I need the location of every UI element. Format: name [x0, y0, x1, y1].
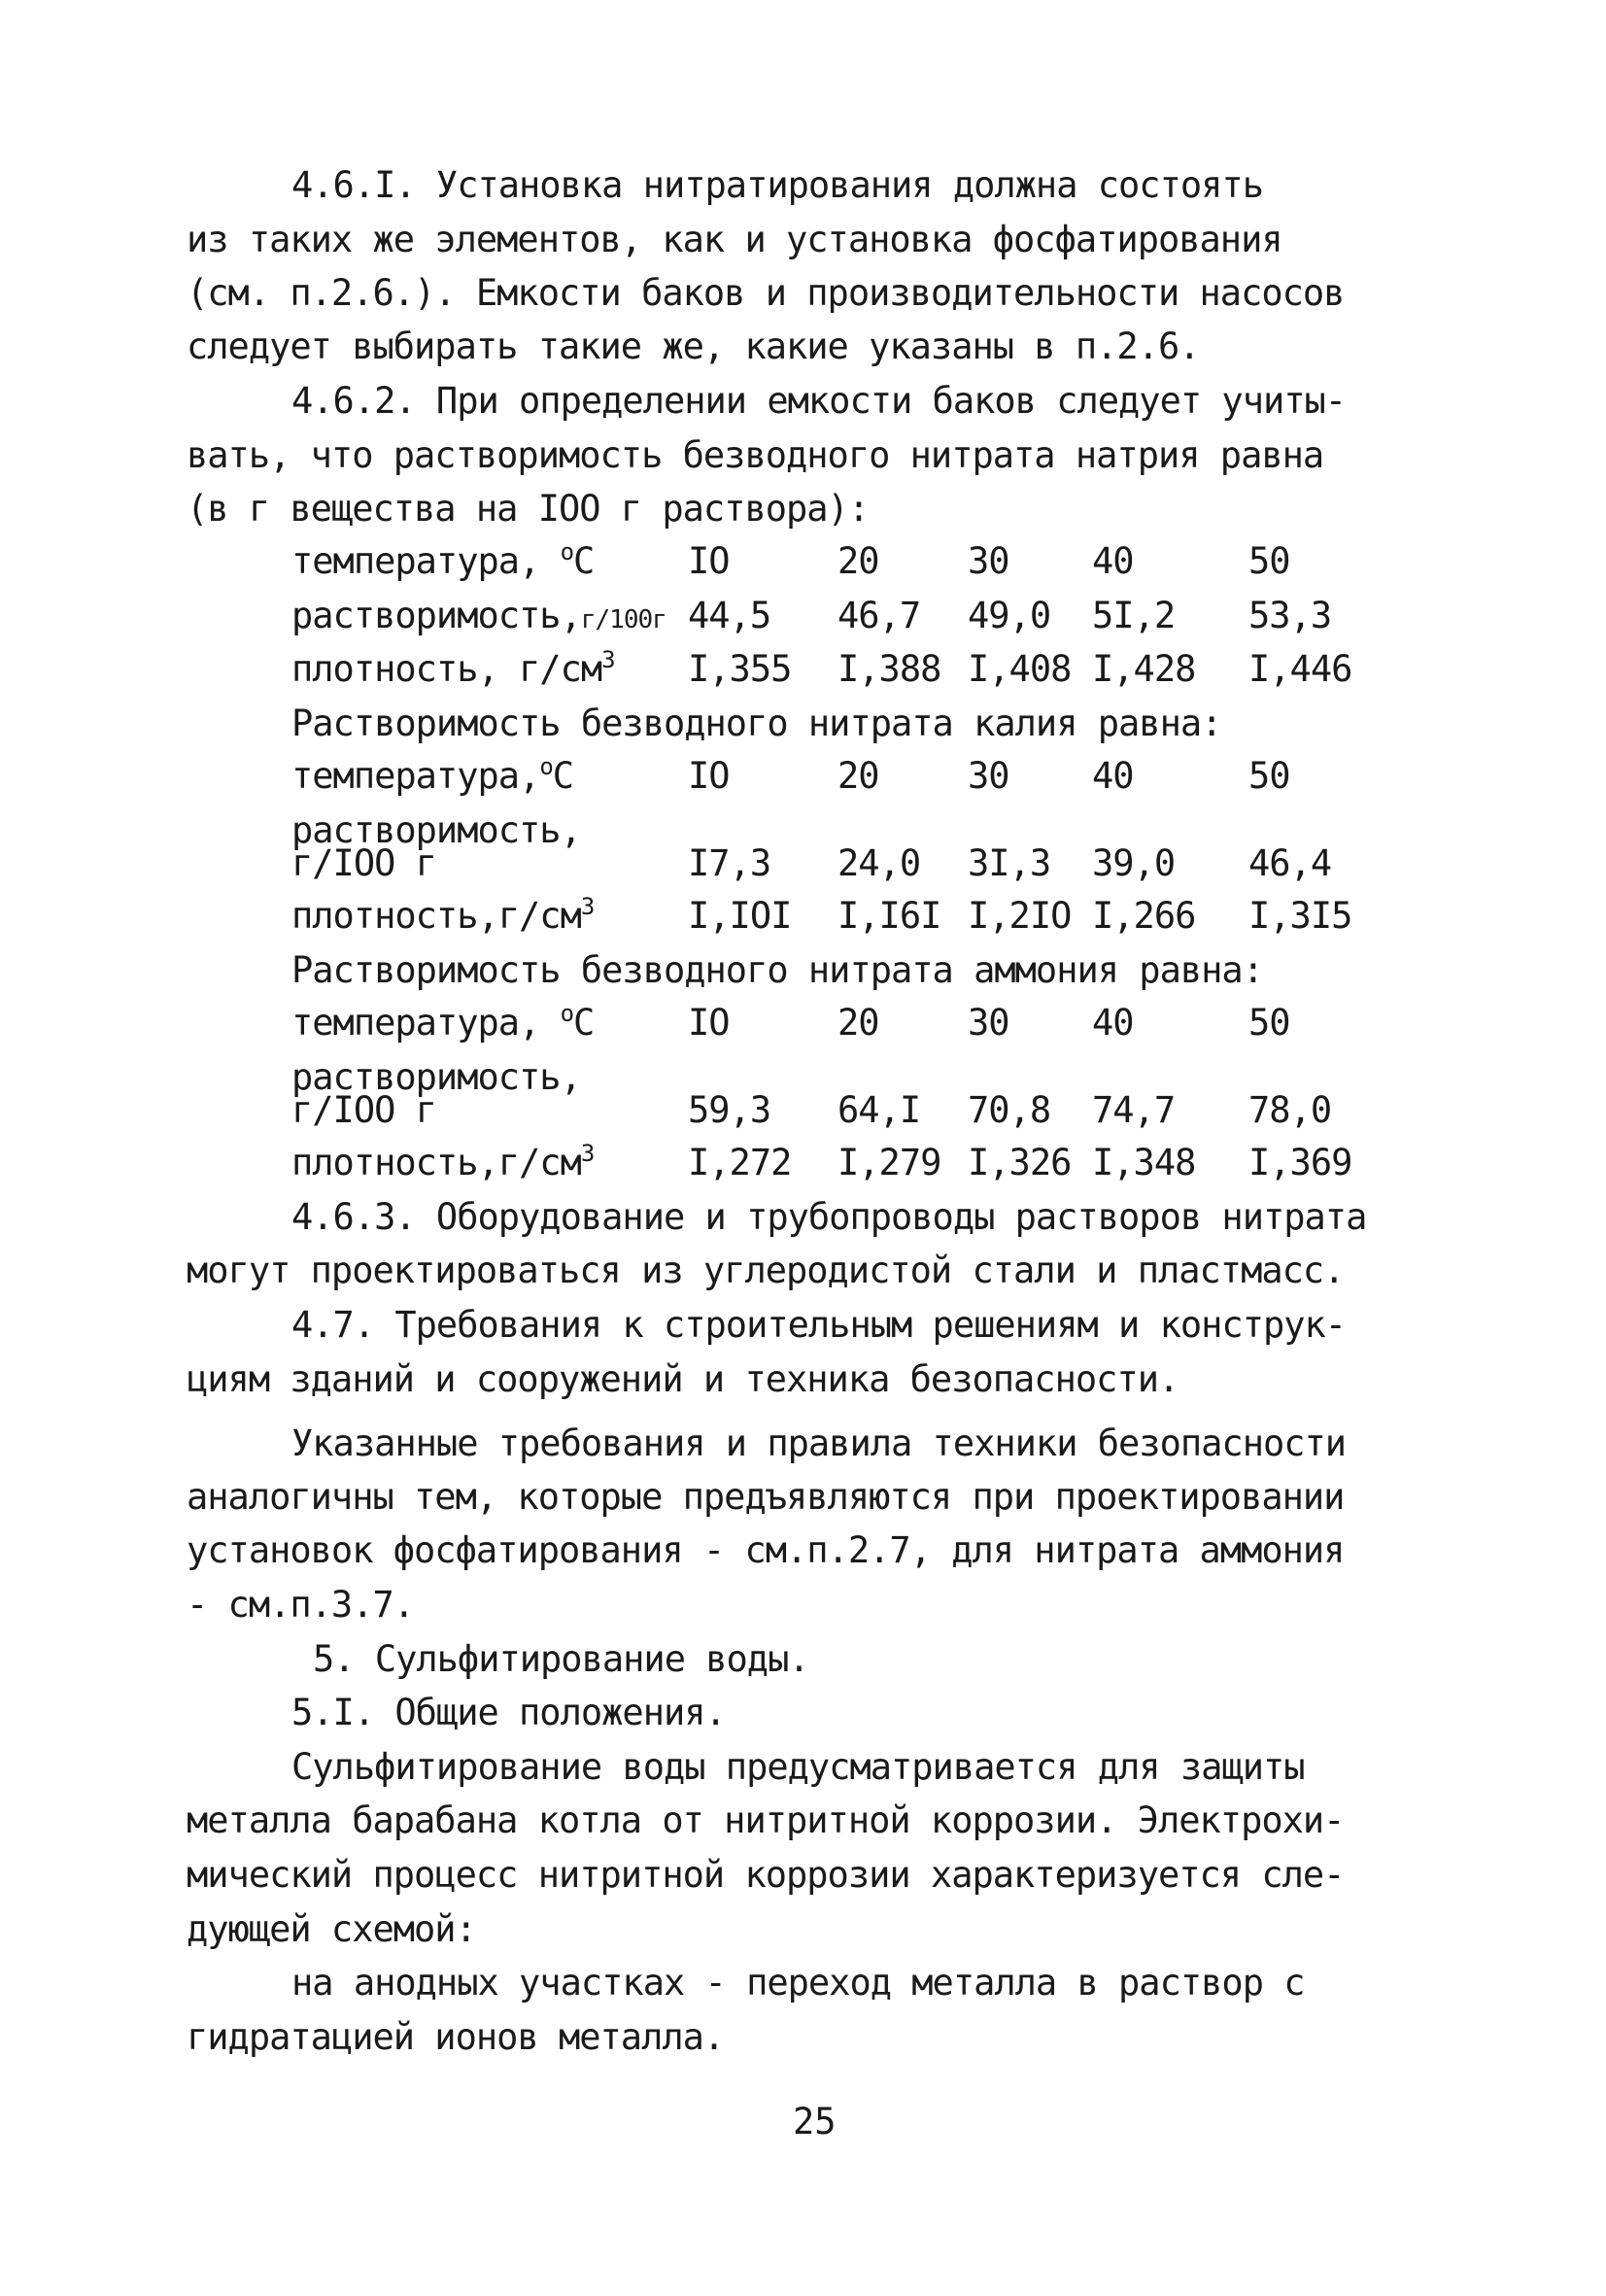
density-cell: I,I6I: [837, 895, 941, 937]
text-line: 4.6.I. Установка нитратирования должна состоять: [291, 164, 1263, 206]
density-cell: I,3I5: [1248, 895, 1352, 937]
row-label-solubility: растворимость,: [291, 1056, 581, 1098]
section-heading: 5. Сульфитирование воды.: [313, 1638, 809, 1680]
temp-cell: 20: [837, 540, 879, 582]
temp-cell: 20: [837, 755, 879, 797]
text-line: - см.п.3.7.: [187, 1584, 415, 1626]
density-cell: I,272: [688, 1142, 792, 1183]
density-cell: I,446: [1248, 648, 1352, 690]
text-line: вать, что растворимость безводного нитрата натрия равна: [187, 434, 1324, 476]
row-label-solubility: растворимость,г/100г: [291, 595, 666, 636]
solubility-cell: I7,3: [688, 842, 771, 884]
text-line: установок фосфатирования - см.п.2.7, для нитрата аммония: [187, 1529, 1345, 1571]
solubility-cell: 46,7: [837, 595, 921, 636]
density-cell: I,326: [968, 1142, 1072, 1183]
solubility-cell: 46,4: [1248, 842, 1332, 884]
solubility-cell: 59,3: [688, 1089, 771, 1131]
temp-cell: 40: [1092, 755, 1134, 797]
temp-cell: 30: [968, 1002, 1009, 1044]
solubility-cell: 39,0: [1092, 842, 1176, 884]
text-line: следует выбирать такие же, какие указаны в п.2.6.: [187, 326, 1200, 367]
density-cell: I,428: [1092, 648, 1196, 690]
density-cell: I,IOI: [688, 895, 792, 937]
text-line: аналогичны тем, которые предъявляются при проектировании: [187, 1476, 1345, 1518]
row-label-density: плотность, $г/см^3$: [291, 646, 615, 690]
solubility-cell: 70,8: [968, 1089, 1051, 1131]
solubility-cell: 74,7: [1092, 1089, 1176, 1131]
row-label-temperature: температура,$^о$С: [291, 753, 574, 797]
density-cell: I,279: [837, 1142, 941, 1183]
temp-cell: IO: [688, 1002, 730, 1044]
density-cell: I,388: [837, 648, 941, 690]
text-line: 4.6.3. Оборудование и трубопроводы растворов нитрата: [291, 1196, 1367, 1238]
text-line: мический процесс нитритной коррозии характеризуется сле-: [187, 1854, 1345, 1896]
solubility-cell: 5I,2: [1092, 595, 1176, 636]
temp-cell: 40: [1092, 540, 1134, 582]
text-line: могут проектироваться из углеродистой стали и пластмасс.: [187, 1250, 1345, 1291]
temp-cell: 40: [1092, 1002, 1134, 1044]
temp-cell: 30: [968, 755, 1009, 797]
density-cell: I,408: [968, 648, 1072, 690]
text-line: гидратацией ионов металла.: [187, 2016, 725, 2058]
row-label-solubility-unit: г/IOO г: [291, 1089, 436, 1131]
solubility-cell: 24,0: [837, 842, 921, 884]
row-label-solubility: растворимость,: [291, 809, 581, 851]
density-cell: I,355: [688, 648, 792, 690]
row-label-density: $плотность,г/см^3$: [291, 1140, 595, 1183]
subsection-heading: 5.I. Общие положения.: [291, 1692, 726, 1733]
temp-cell: IO: [688, 755, 730, 797]
row-label-solubility-unit: г/IOO г: [291, 842, 436, 884]
density-cell: I,266: [1092, 895, 1196, 937]
text-line: 4.7. Требования к строительным решениям и конструк-: [291, 1304, 1347, 1346]
text-line: Сульфитирование воды предусматривается для защиты: [291, 1746, 1305, 1788]
temp-cell: 30: [968, 540, 1009, 582]
density-cell: I,348: [1092, 1142, 1196, 1183]
text-line: Растворимость безводного нитрата калия равна:: [291, 703, 1222, 744]
row-label-temperature: температура, $^о$С: [291, 1000, 595, 1044]
temp-cell: IO: [688, 540, 730, 582]
temp-cell: 20: [837, 1002, 879, 1044]
text-line: (в г вещества на IOO г раствора):: [187, 488, 870, 530]
row-label-density: $плотность,г/см^3$: [291, 893, 595, 937]
solubility-cell: 64,I: [837, 1089, 921, 1131]
text-line: металла барабана котла от нитритной коррозии. Электрохи-: [187, 1799, 1345, 1841]
text-line: Указанные требования и правила техники безопасности: [291, 1422, 1347, 1464]
temp-cell: 50: [1248, 755, 1290, 797]
text-line: 4.6.2. При определении емкости баков следует учиты-: [291, 380, 1347, 422]
solubility-cell: 44,5: [688, 595, 771, 636]
text-line: циям зданий и сооружений и техника безопасности.: [187, 1358, 1179, 1400]
text-line: Растворимость безводного нитрата аммония равна:: [291, 949, 1263, 991]
page-number: 25: [793, 2101, 837, 2142]
density-cell: I,2IO: [968, 895, 1072, 937]
solubility-cell: 78,0: [1248, 1089, 1332, 1131]
text-line: дующей схемой:: [187, 1908, 476, 1950]
solubility-cell: 49,0: [968, 595, 1051, 636]
solubility-cell: 53,3: [1248, 595, 1332, 636]
temp-cell: 50: [1248, 540, 1290, 582]
solubility-cell: 3I,3: [968, 842, 1051, 884]
row-label-temperature: температура, $^о$С: [291, 538, 595, 582]
text-line: (см. п.2.6.). Емкости баков и производительности насосов: [187, 272, 1345, 314]
density-cell: I,369: [1248, 1142, 1352, 1183]
temp-cell: 50: [1248, 1002, 1290, 1044]
text-line: на анодных участках - переход металла в раствор с: [291, 1962, 1305, 2004]
text-line: из таких же элементов, как и установка фосфатирования: [187, 219, 1282, 260]
